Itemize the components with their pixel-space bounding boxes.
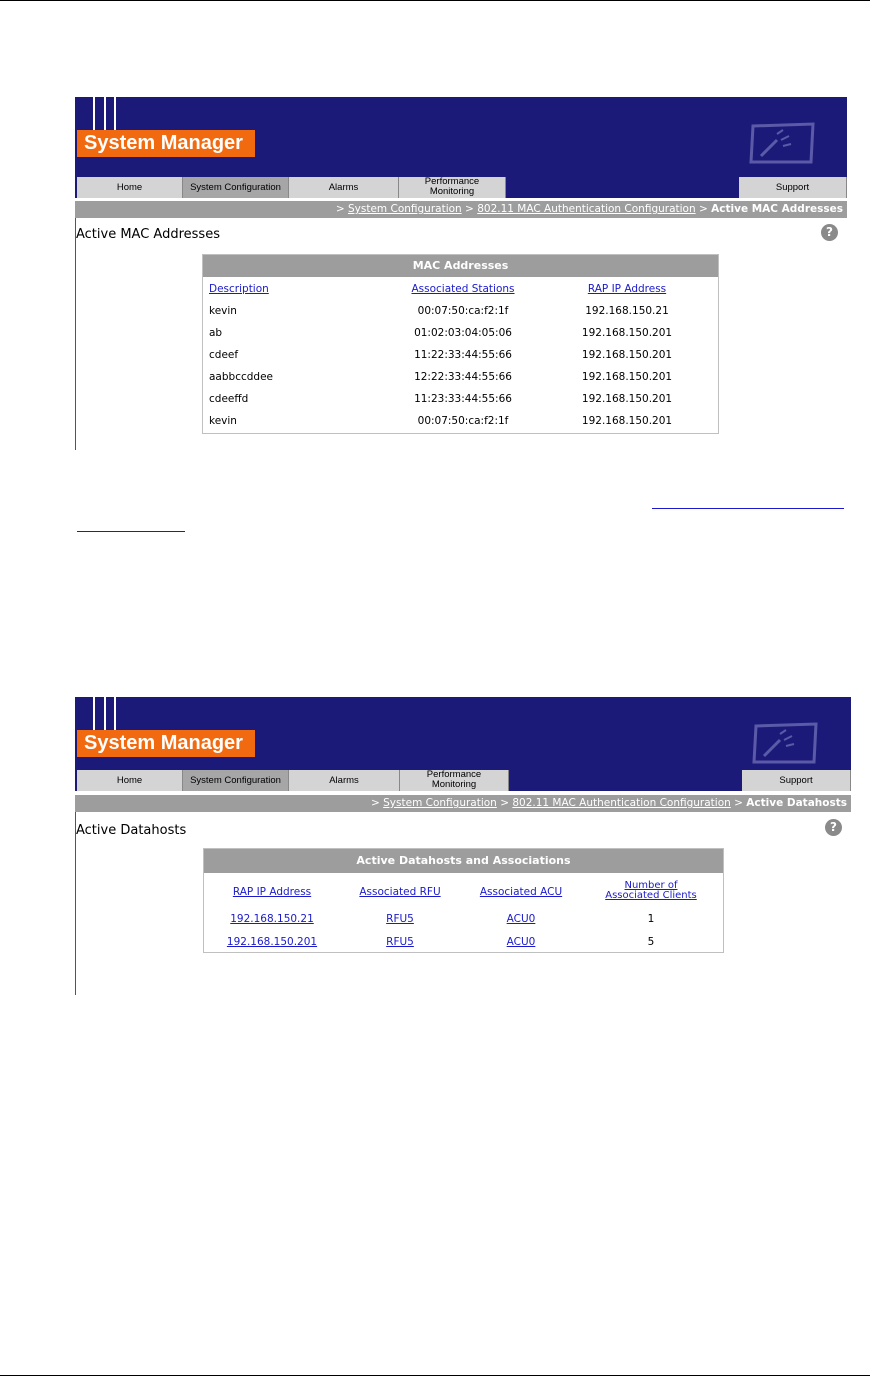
breadcrumb [75,795,851,812]
breadcrumb-mac-auth-configuration[interactable]: 802.11 MAC Authentication Configuration [512,797,731,809]
tab-support[interactable]: Support [739,177,847,198]
breadcrumb-separator: > [500,797,509,809]
banner-stripe [104,97,106,130]
tab-performance-monitoring[interactable] [399,177,506,198]
acu-link[interactable]: ACU0 [506,913,536,925]
content-left-border [75,812,76,995]
nav-separator [75,791,851,794]
rfu-link[interactable]: RFU5 [386,913,414,925]
header-banner [75,97,847,177]
table-cell: 192.168.150.201 [581,415,673,427]
screenshot-active-mac-addresses [75,97,847,450]
table-cell: kevin [209,415,237,427]
table-cell: 11:23:33:44:55:66 [414,393,512,405]
client-count: 1 [647,913,655,925]
tab-home[interactable]: Home [77,770,183,791]
brand-emblem-icon [750,722,820,764]
active-datahosts-table [203,848,724,953]
breadcrumb-separator: > [370,797,380,809]
tab-support[interactable]: Support [742,770,851,791]
banner-stripe [114,97,116,130]
screenshot-active-datahosts [75,697,851,995]
page-top-rule [0,0,870,1]
column-header-description[interactable]: Description [209,283,269,295]
help-icon[interactable]: ? [825,819,842,836]
tab-home[interactable]: Home [77,177,183,198]
breadcrumb-current: Active Datahosts [746,797,847,809]
column-header-associated-stations[interactable]: Associated Stations [411,283,515,295]
tab-alarms[interactable]: Alarms [289,177,399,198]
table-cell: 192.168.150.201 [581,327,673,339]
table-cell: kevin [209,305,237,317]
tab-alarms[interactable]: Alarms [289,770,400,791]
tab-performance-monitoring[interactable] [400,770,509,791]
link-fragment[interactable] [77,521,185,532]
tab-system-configuration[interactable]: System Configuration [183,177,289,198]
breadcrumb-current: Active MAC Addresses [711,203,843,215]
banner-stripe [93,97,95,130]
help-icon[interactable]: ? [821,224,838,241]
mac-addresses-table [202,254,719,434]
column-header-associated-acu[interactable]: Associated ACU [479,886,563,898]
acu-link[interactable]: ACU0 [506,936,536,948]
table-cell: 01:02:03:04:05:06 [414,327,512,339]
table-cell: aabbccddee [209,371,273,383]
header-banner [75,697,851,777]
column-header-rap-ip-address[interactable]: RAP IP Address [232,886,312,898]
table-cell: 12:22:33:44:55:66 [414,371,512,383]
tab-label-line2: Monitoring [429,186,475,197]
breadcrumb-separator: > [465,203,474,215]
breadcrumb-mac-auth-configuration[interactable]: 802.11 MAC Authentication Configuration [477,203,696,215]
breadcrumb-system-configuration[interactable]: System Configuration [383,797,497,809]
tab-label-line1: Performance [426,769,482,780]
table-cell: 192.168.150.201 [581,349,673,361]
breadcrumb-separator: > [734,797,743,809]
banner-stripe [104,697,106,730]
table-cell: 192.168.150.21 [585,305,669,317]
table-cell: 192.168.150.201 [581,371,673,383]
tab-system-configuration[interactable]: System Configuration [183,770,289,791]
table-cell: cdeef [209,349,239,361]
content-left-border [75,218,76,450]
table-cell: 192.168.150.201 [581,393,673,405]
main-nav [75,770,851,791]
table-cell: ab [209,327,223,339]
table-cell: cdeeffd [209,393,249,405]
table-cell: 11:22:33:44:55:66 [414,349,512,361]
table-caption: Active Datahosts and Associations [204,849,723,873]
column-header-rap-ip-address[interactable]: RAP IP Address [587,283,667,295]
table-cell: 00:07:50:ca:f2:1f [417,415,509,427]
column-header-line1: Number of [624,880,678,891]
tab-label-line2: Monitoring [431,779,477,790]
system-manager-logo: System Manager [77,130,255,157]
rap-ip-link[interactable]: 192.168.150.21 [230,913,314,925]
column-header-line2: Associated Clients [605,890,697,901]
column-header-associated-rfu[interactable]: Associated RFU [359,886,441,898]
client-count: 5 [647,936,655,948]
breadcrumb [75,201,847,218]
page-title: Active MAC Addresses [76,227,220,242]
table-caption: MAC Addresses [203,255,718,277]
column-header-number-of-clients[interactable] [605,881,697,901]
link-fragment[interactable] [652,498,844,509]
main-nav [75,177,847,198]
system-manager-logo: System Manager [77,730,255,757]
banner-stripe [93,697,95,730]
banner-stripe [114,697,116,730]
table-cell: 00:07:50:ca:f2:1f [417,305,509,317]
page-bottom-rule [0,1375,870,1376]
rfu-link[interactable]: RFU5 [386,936,414,948]
rap-ip-link[interactable]: 192.168.150.201 [226,936,318,948]
page-title: Active Datahosts [76,823,187,838]
brand-emblem-icon [747,122,817,164]
breadcrumb-separator: > [698,203,708,215]
breadcrumb-separator: > [335,203,345,215]
breadcrumb-system-configuration[interactable]: System Configuration [348,203,462,215]
tab-label-line1: Performance [424,176,480,187]
